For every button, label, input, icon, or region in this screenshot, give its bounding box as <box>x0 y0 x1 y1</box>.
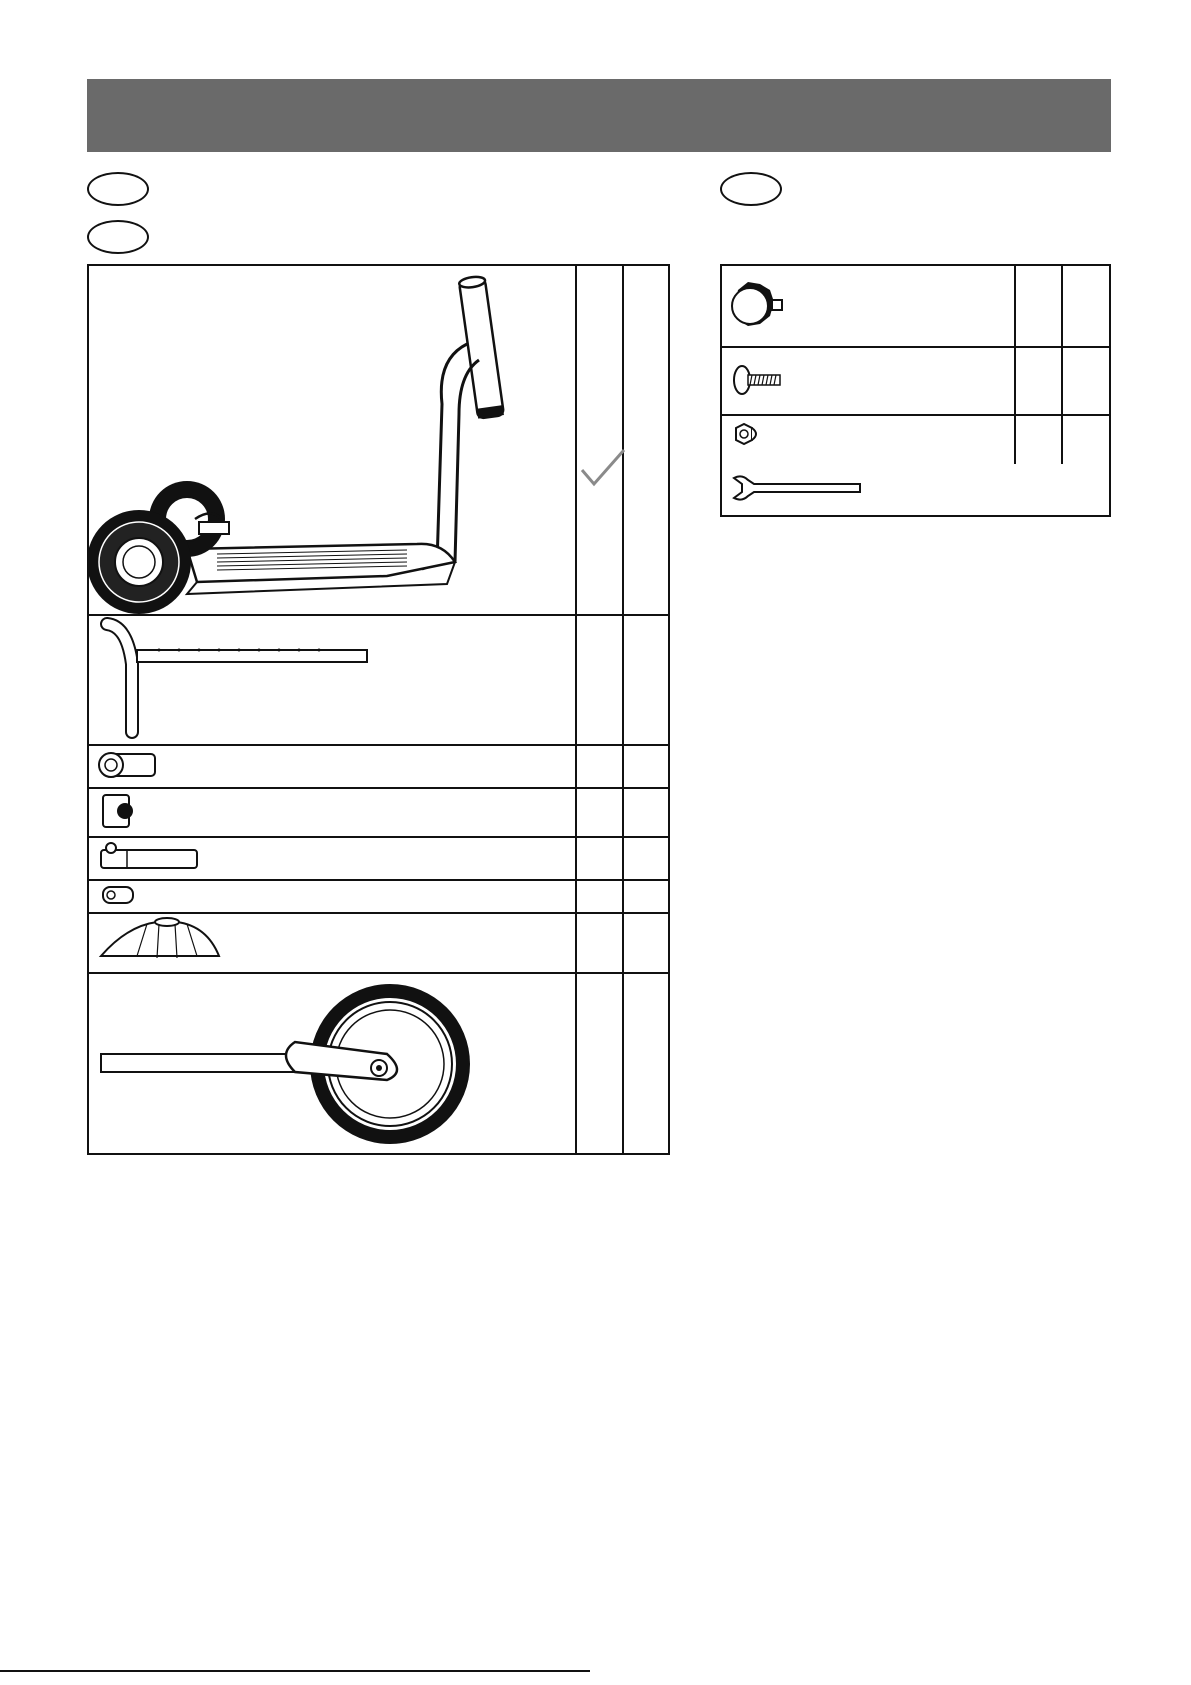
column-divider <box>622 264 624 1155</box>
table-row <box>720 414 1014 464</box>
column-divider <box>1061 264 1063 464</box>
table-row <box>87 836 575 879</box>
star-knob-icon <box>720 264 1014 346</box>
table-row <box>87 614 575 744</box>
badge-left-1 <box>87 172 149 206</box>
table-row <box>720 264 1014 346</box>
tube-connector-icon <box>87 836 575 879</box>
scooter-icon <box>87 264 575 614</box>
checkmark-icon <box>580 448 626 494</box>
table-row <box>720 464 1111 517</box>
table-row <box>720 346 1014 414</box>
clip-icon <box>87 879 575 912</box>
header-bar <box>87 79 1111 152</box>
column-divider <box>1014 264 1016 464</box>
table-row <box>87 264 575 614</box>
table-row <box>87 972 575 1155</box>
handlebar-tube-icon <box>87 614 575 744</box>
badge-left-2 <box>87 220 149 254</box>
bolt-icon <box>720 346 1014 414</box>
table-row <box>87 744 575 787</box>
grip-icon <box>87 744 575 787</box>
cap-nut-icon <box>720 414 1014 464</box>
table-row <box>87 879 575 912</box>
dome-cover-icon <box>87 912 575 972</box>
front-wheel-icon <box>87 972 575 1155</box>
table-row <box>87 912 575 972</box>
table-row <box>87 787 575 836</box>
badge-right <box>720 172 782 206</box>
clamp-block-icon <box>87 787 575 836</box>
wrench-icon <box>720 464 1111 517</box>
footer-rule <box>0 1670 590 1672</box>
column-divider <box>575 264 577 1155</box>
